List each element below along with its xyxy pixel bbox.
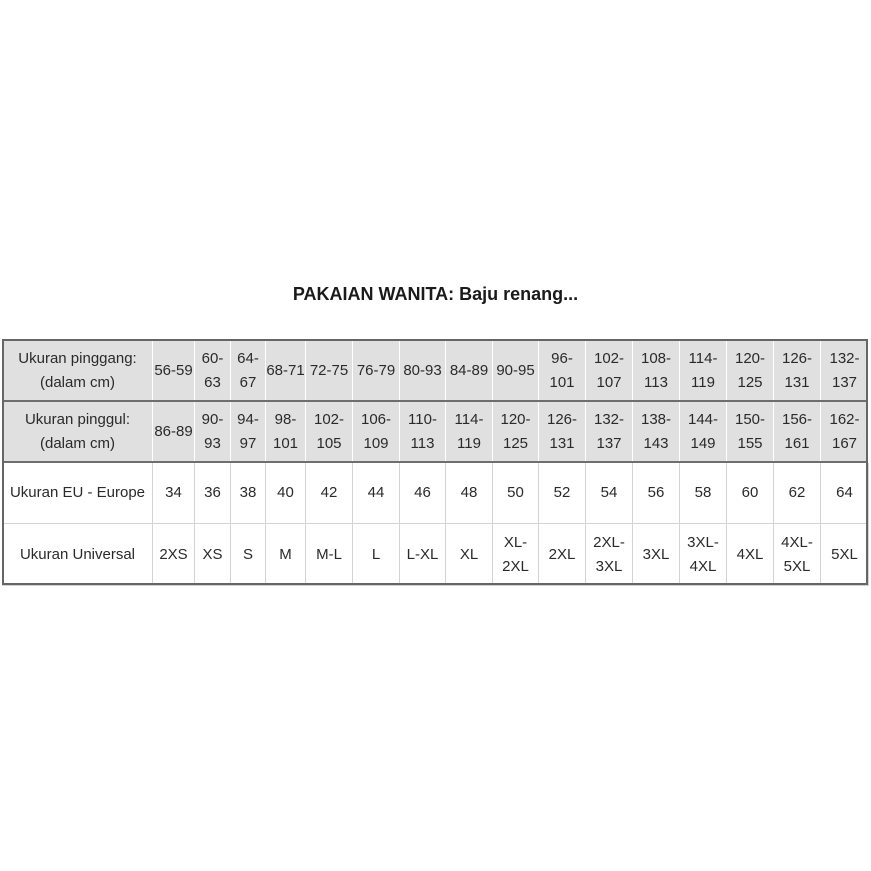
table-cell: 50 <box>493 463 539 524</box>
table-cell: 62 <box>774 463 821 524</box>
table-cell: 94-97 <box>231 402 266 463</box>
table-cell: 150-155 <box>727 402 774 463</box>
table-cell: L-XL <box>400 524 446 586</box>
table-cell: 40 <box>266 463 306 524</box>
table-cell: 108-113 <box>633 340 680 402</box>
table-cell: 98-101 <box>266 402 306 463</box>
table-cell: 72-75 <box>306 340 353 402</box>
table-cell: 132-137 <box>586 402 633 463</box>
page-title: PAKAIAN WANITA: Baju renang... <box>292 284 579 304</box>
row-label: Ukuran EU - Europe <box>3 463 153 524</box>
table-cell: 64 <box>821 463 869 524</box>
table-cell: L <box>353 524 400 586</box>
table-cell: 90-95 <box>493 340 539 402</box>
table-cell: 2XS <box>153 524 195 586</box>
table-cell: 60-63 <box>195 340 231 402</box>
table-cell: M-L <box>306 524 353 586</box>
table-cell: 102-107 <box>586 340 633 402</box>
table-cell: 48 <box>446 463 493 524</box>
table-cell: 96-101 <box>539 340 586 402</box>
table-cell: XL <box>446 524 493 586</box>
table-cell: 144-149 <box>680 402 727 463</box>
table-cell: 114-119 <box>446 402 493 463</box>
table-cell: 3XL <box>633 524 680 586</box>
table-cell: 110-113 <box>400 402 446 463</box>
table-cell: XL-2XL <box>493 524 539 586</box>
table-cell: 120-125 <box>727 340 774 402</box>
table-cell: 90-93 <box>195 402 231 463</box>
table-cell: 34 <box>153 463 195 524</box>
table-cell: 38 <box>231 463 266 524</box>
table-cell: 156-161 <box>774 402 821 463</box>
table-cell: 76-79 <box>353 340 400 402</box>
table-cell: 126-131 <box>539 402 586 463</box>
table-cell: 102-105 <box>306 402 353 463</box>
table-cell: 58 <box>680 463 727 524</box>
table-cell: 46 <box>400 463 446 524</box>
table-cell: 138-143 <box>633 402 680 463</box>
table-cell: 4XL <box>727 524 774 586</box>
table-cell: 60 <box>727 463 774 524</box>
row-divider <box>2 461 868 463</box>
table-cell: 162-167 <box>821 402 869 463</box>
table-cell: 3XL-4XL <box>680 524 727 586</box>
table-row <box>3 402 869 463</box>
table-cell: M <box>266 524 306 586</box>
table-cell: 2XL-3XL <box>586 524 633 586</box>
table-row <box>3 524 869 586</box>
table-cell: 56 <box>633 463 680 524</box>
table-cell: 126-131 <box>774 340 821 402</box>
table-cell: 44 <box>353 463 400 524</box>
table-cell: S <box>231 524 266 586</box>
table-cell: 106-109 <box>353 402 400 463</box>
table-cell: 120-125 <box>493 402 539 463</box>
row-divider <box>2 400 868 402</box>
table-cell: 5XL <box>821 524 869 586</box>
table-cell: 64-67 <box>231 340 266 402</box>
table-cell: 2XL <box>539 524 586 586</box>
row-label: Ukuran Universal <box>3 524 153 586</box>
table-cell: 86-89 <box>153 402 195 463</box>
table-cell: 114-119 <box>680 340 727 402</box>
table-cell: 36 <box>195 463 231 524</box>
table-row <box>3 463 869 524</box>
table-cell: 42 <box>306 463 353 524</box>
table-cell: 54 <box>586 463 633 524</box>
table-cell: 52 <box>539 463 586 524</box>
row-label: Ukuran pinggang: (dalam cm) <box>3 340 153 402</box>
table-cell: 56-59 <box>153 340 195 402</box>
table-cell: 80-93 <box>400 340 446 402</box>
row-label: Ukuran pinggul: (dalam cm) <box>3 402 153 463</box>
table-row <box>3 340 869 402</box>
table-cell: 4XL-5XL <box>774 524 821 586</box>
table-cell: 68-71 <box>266 340 306 402</box>
table-cell: XS <box>195 524 231 586</box>
table-cell: 132-137 <box>821 340 869 402</box>
table-cell: 84-89 <box>446 340 493 402</box>
